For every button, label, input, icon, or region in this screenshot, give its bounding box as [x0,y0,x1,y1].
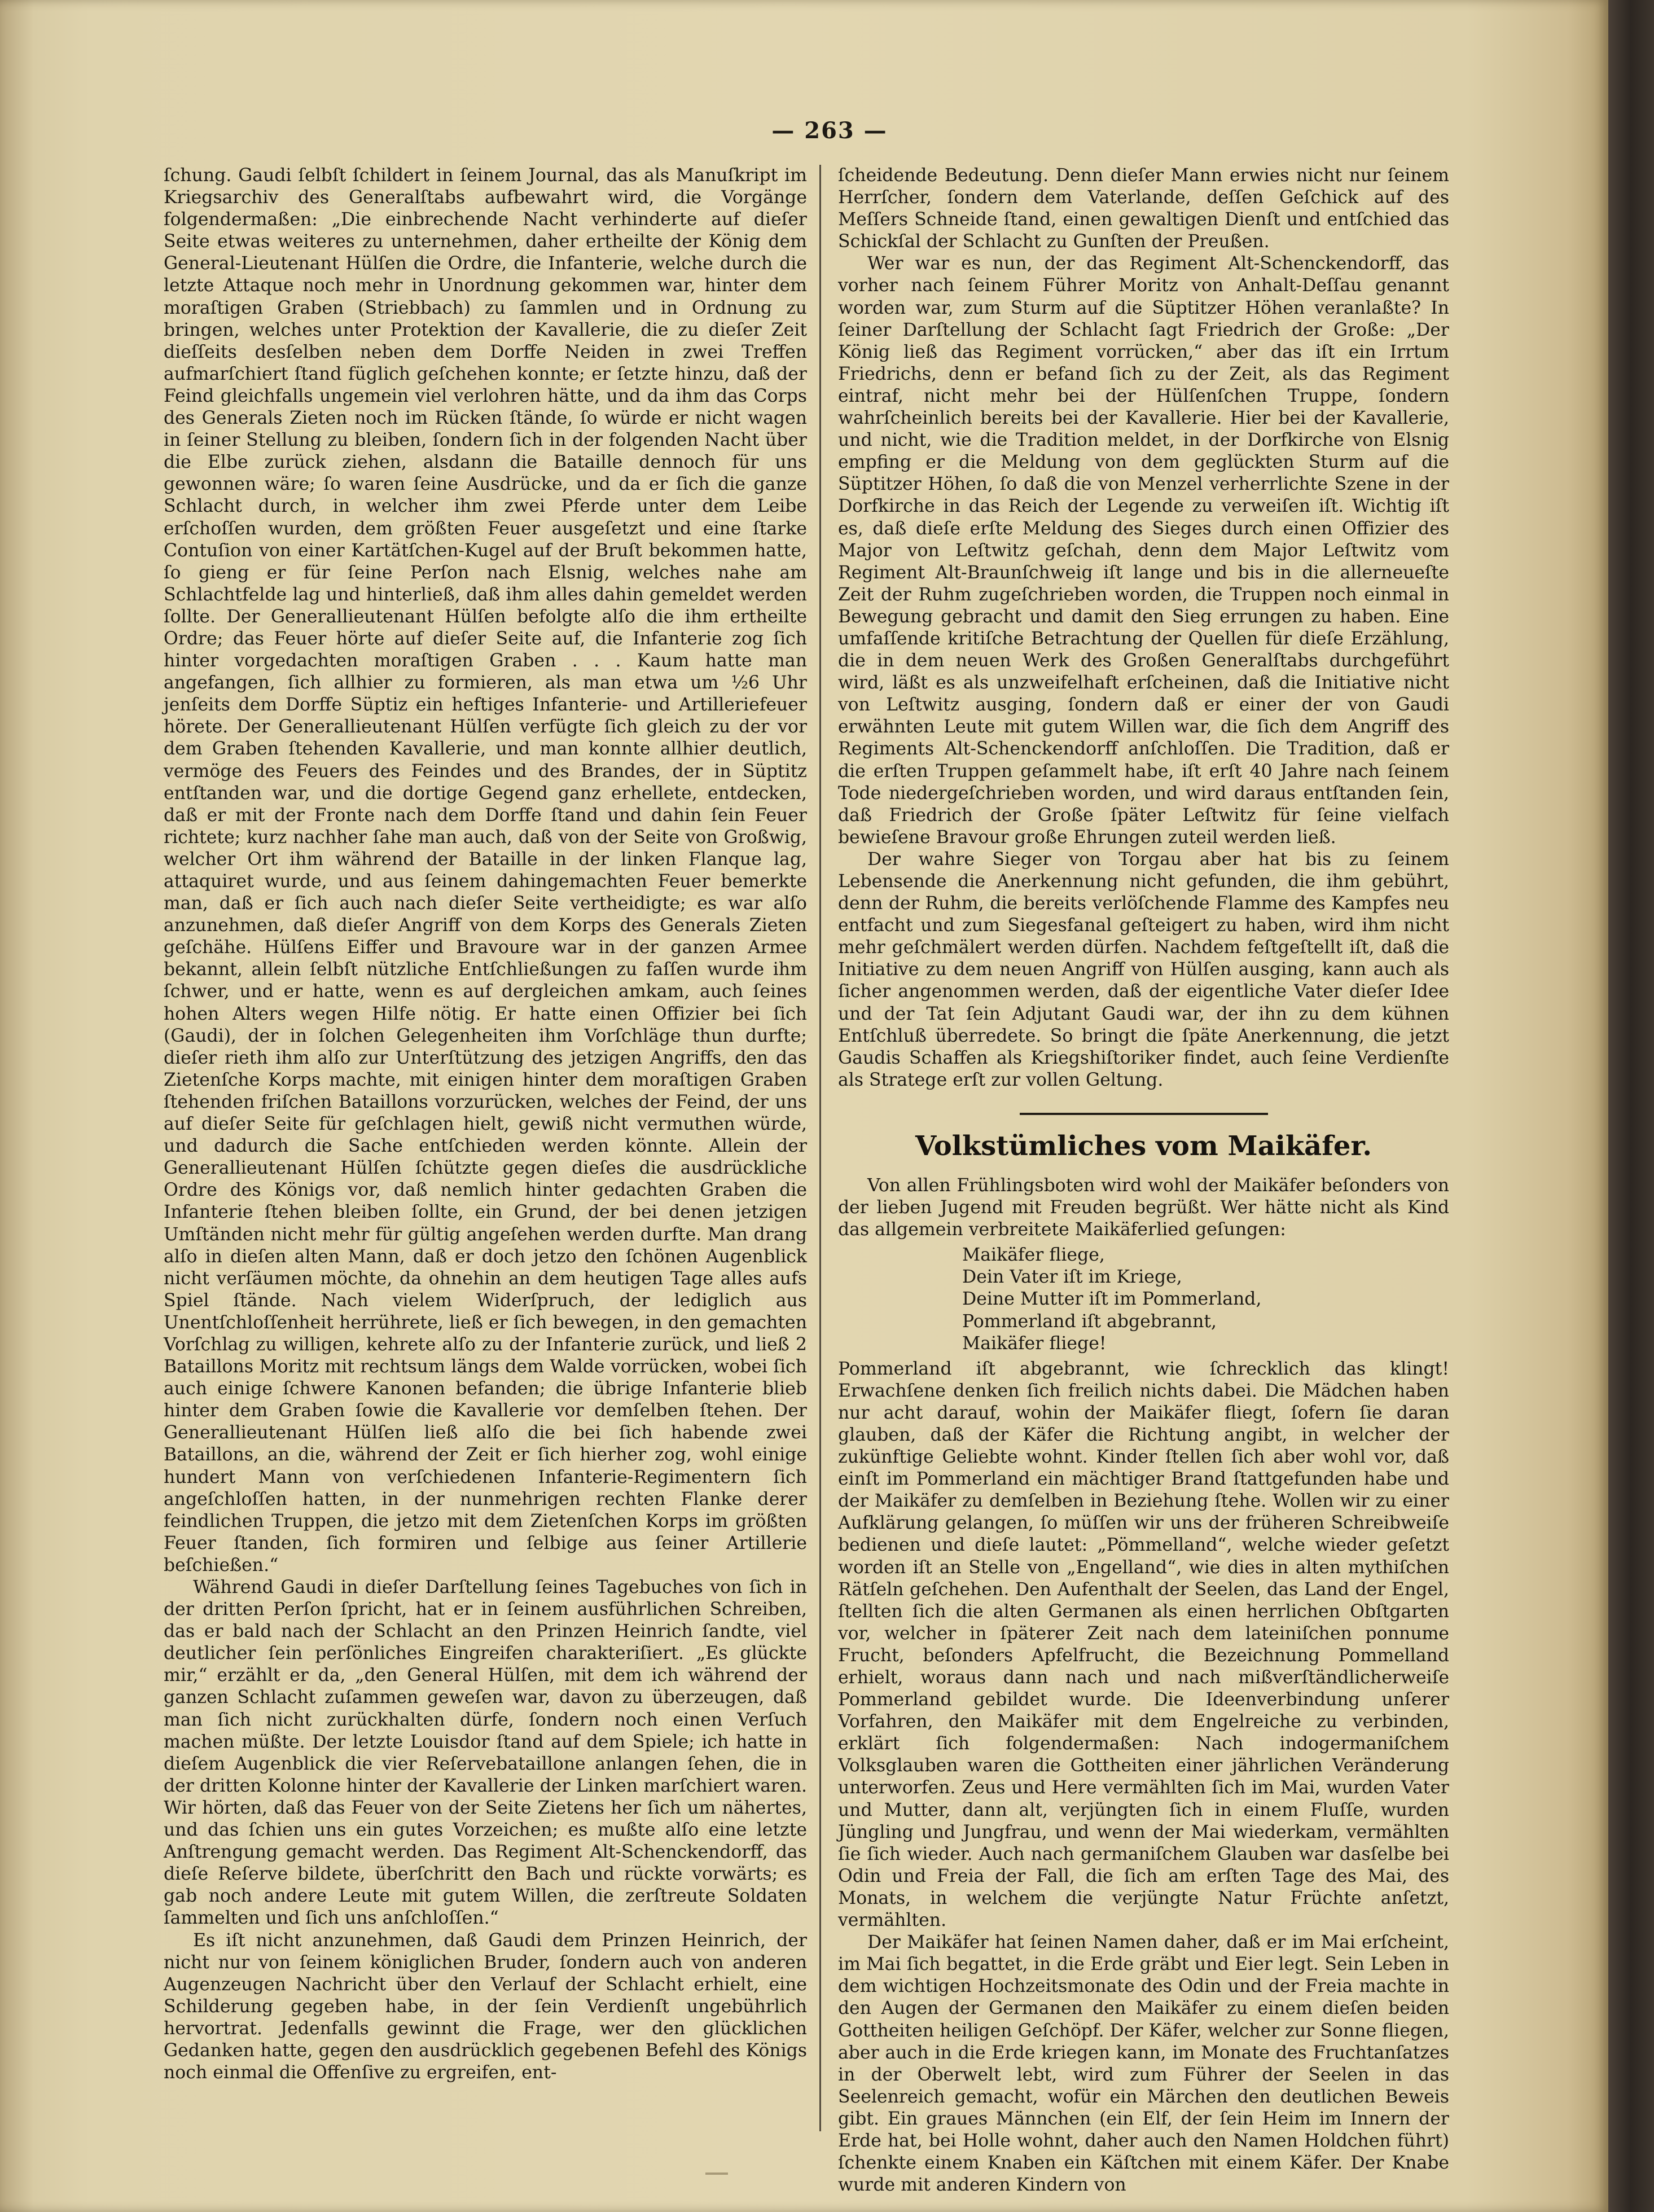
column-divider [819,165,821,2131]
poem-line: Deine Mutter iſt im Pommerland, [962,1289,1262,1310]
right-column [838,165,1449,2196]
maikaefer-poem [962,1244,1449,1354]
poem-line: Dein Vater iſt im Kriege, [962,1267,1182,1288]
section-title: Volkstümliches vom Maikäfer. [915,1130,1372,1162]
poem-line: Maikäfer fliege, [962,1245,1105,1266]
section-paragraph-1: Pommerland iſt abgebrannt, wie ſchrecklich das klingt! Erwachſene denken ſich freilich nichts dabei. Die Mädchen haben nur acht darauf, wohin der Maikäfer fliegt, ſofern ſie daran glauben, daß der Käfer die Richtung angibt, in welcher der zukünftige Geliebte wohnt. Kinder ſtellen ſich aber wohl vor, daß einſt im Pommerland ein mächtiger Brand ſtattgefunden habe und der Maikäfer zu demſelben in Beziehung ſtehe. Wollen wir zu einer Aufklärung gelangen, ſo müſſen wir uns der früheren Schreibweiſe bedienen und dieſe lautet: „Pömmelland“, welche wieder geſetzt worden iſt an Stelle von „Engelland“, wie dies in alten mythiſchen Rätſeln geſchehen. Den Aufenthalt der Seelen, das Land der Engel, ſtellten ſich die alten Germanen als einen herrlichen Obſtgarten vor, welcher in ſpäterer Zeit nach dem lateiniſchen ponnume Frucht, beſonders Apfelfrucht, die Bezeichnung Pommelland erhielt, woraus dann nach und nach mißverſtändlicherweiſe Pommerland gebildet wurde. Die Ideenverbindung unſerer Vorfahren, den Maikäfer mit dem Engelreiche zu verbinden, erklärt ſich folgendermaßen: Nach indogermaniſchem Volksglauben waren die Gottheiten einer jährlichen Veränderung unterworfen. Zeus und Here vermählten ſich im Mai, wurden Vater und Mutter, dann alt, verjüngten ſich in einem Fluſſe, wurden Jüngling und Jungfrau, und wenn der Mai wiederkam, vermählten ſie ſich wieder. Auch nach germaniſchem Glauben war dasſelbe bei Odin und Freia der Fall, die ſich am erſten Tage des Mai, des Monats, in welchem die verjüngte Natur Früchte anſetzt, vermählten. [838,1358,1449,1931]
right-paragraph-2: Wer war es nun, der das Regiment Alt-Schenckendorff, das vorher nach ſeinem Führer Moritz von Anhalt-Deſſau genannt worden war, zum Sturm auf die Süptitzer Höhen veranlaßte? In ſeiner Darſtellung der Schlacht ſagt Friedrich der Große: „Der König ließ das Regiment vorrücken,“ aber das iſt ein Irrtum Friedrichs, denn er befand ſich zu der Zeit, als das Regiment eintraf, nicht mehr bei der Hülſenſchen Truppe, ſondern wahrſcheinlich bereits bei der Kavallerie. Hier bei der Kavallerie, und nicht, wie die Tradition meldet, in der Dorfkirche von Elsnig empfing er die Meldung von dem geglückten Sturm auf die Süptitzer Höhen, ſo daß die von Menzel verherrlichte Szene in der Dorfkirche in das Reich der Legende zu verweiſen iſt. Wichtig iſt es, daß dieſe erſte Meldung des Sieges durch einen Offizier des Major von Leſtwitz geſchah, denn dem Major Leſtwitz vom Regiment Alt-Braunſchweig iſt lange und bis in die allerneueſte Zeit der Ruhm zugeſchrieben worden, die Truppen noch einmal in Bewegung gebracht und damit den Sieg errungen zu haben. Eine umfaſſende kritiſche Betrachtung der Quellen für dieſe Erzählung, die in dem neuen Werk des Großen Generalſtabs durchgeführt wird, läßt es als unzweifelhaft erſcheinen, daß die Initiative nicht von Leſtwitz ausging, ſondern daß er einer der von Gaudi erwähnten Leute mit gutem Willen war, die ſich dem Angriff des Regiments Alt-Schenckendorff anſchloſſen. Die Tradition, daß er die erſten Truppen geſammelt habe, iſt erſt 40 Jahre nach ſeinem Tode niedergeſchrieben worden, und wird daraus entſtanden ſein, daß Friedrich der Große ſpäter Leſtwitz für ſeine vielfach bewieſene Bravour große Ehrungen zuteil werden ließ. [838,253,1449,848]
footer-mark [705,2172,728,2175]
section-divider-rule [1020,1113,1268,1115]
poem-line: Pommerland iſt abgebrannt, [962,1311,1217,1332]
book-spine [1608,0,1654,2212]
page-number: — 263 — [771,117,888,144]
left-paragraph-1: ſchung. Gaudi ſelbſt ſchildert in ſeinem Journal, das als Manuſkript im Kriegsarchiv des Generalſtabs aufbewahrt wird, die Vorgänge folgendermaßen: „Die einbrechende Nacht verhinderte auf dieſer Seite etwas weiteres zu unternehmen, daher ertheilte der König dem General-Lieutenant Hülſen die Ordre, die Infanterie, welche durch die letzte Attaque noch mehr in Unordnung gekommen war, hinter dem moraſtigen Graben (Striebbach) zu ſammlen und in Ordnung zu bringen, welches unter Protektion der Kavallerie, die zu dieſer Zeit dieſſeits desſelben neben dem Dorffe Neiden in zwei Treffen aufmarſchiert ſtand füglich geſchehen konnte; er ſetzte hinzu, daß der Feind gleichfalls ungemein viel verlohren hätte, und da ihm das Corps des Generals Zieten noch im Rücken ſtände, ſo würde er nicht wagen in ſeiner Stellung zu bleiben, ſondern ſich in der folgenden Nacht über die Elbe zurück ziehen, alsdann die Bataille dennoch für uns gewonnen wäre; ſo waren ſeine Ausdrücke, und da er ſich die ganze Schlacht durch, in welcher ihm zwei Pferde unter dem Leibe erſchoſſen wurden, dem größten Feuer ausgeſetzt und eine ſtarke Contuſion von einer Kartätſchen-Kugel auf der Bruſt bekommen hatte, ſo gieng er für ſeine Perſon nach Elsnig, welches nahe am Schlachtfelde lag und hinterließ, daß ihm alles dahin gemeldet werden ſollte. Der Generallieutenant Hülſen befolgte alſo die ihm ertheilte Ordre; das Feuer hörte auf dieſer Seite auf, die Infanterie zog ſich hinter vorgedachten moraſtigen Graben . . . Kaum hatte man angefangen, ſich allhier zu formieren, als man etwa um ½6 Uhr jenſeits dem Dorffe Süptiz ein heftiges Infanterie- und Artilleriefeuer hörete. Der Generallieutenant Hülſen verfügte ſich gleich zu der vor dem Graben ſtehenden Kavallerie, und man konnte allhier deutlich, vermöge des Feuers des Feindes und des Brandes, der in Süptitz entſtanden war, und die dortige Gegend ganz erhellete, entdecken, daß er mit der Fronte nach dem Dorffe ſtand und dahin ſein Feuer richtete; kurz nachher ſahe man auch, daß von der Seite von Großwig, welcher Ort ihm während der Bataille in der linken Flanque lag, attaquiret wurde, und aus ſeinem dahingemachten Feuer bemerkte man, daß er ſich auch nach dieſer Seite vertheidigte; es war alſo anzunehmen, daß dieſer Angriff von dem Korps des Generals Zieten geſchähe. Hülſens Eiffer und Bravoure war in der ganzen Armee bekannt, allein ſelbſt nützliche Entſchließungen zu faſſen wurde ihm ſchwer, und er hatte, wenn es auf dergleichen amkam, auch ſeines hohen Alters wegen Hilfe nötig. Er hatte einen Offizier bei ſich (Gaudi), der in ſolchen Gelegenheiten ihm Vorſchläge thun durfte; dieſer rieth ihm alſo zur Unterſtützung des jetzigen Angriffs, den das Zietenſche Korps machte, mit einigen hinter dem moraſtigen Graben ſtehenden friſchen Bataillons vorzurücken, welches der Feind, der uns auf dieſer Seite für geſchlagen hielt, gewiß nicht vermuthen würde, und dadurch die Sache entſchieden werden könnte. Allein der Generallieutenant Hülſen ſchützte gegen dieſes die ausdrückliche Ordre des Königs vor, daß nemlich hinter gedachten Graben die Infanterie ſtehen bleiben ſollte, ein Grund, der bei denen jetzigen Umſtänden nicht mehr für gültig angeſehen werden durfte. Man drang alſo in dieſen alten Mann, daß er doch jetzo den ſchönen Augenblick nicht verſäumen möchte, da ohnehin an dem heutigen Tage alles aufs Spiel ſtände. Nach vielem Widerſpruch, der lediglich aus Unentſchloſſenheit herrührete, ließ er ſich bewegen, in den gemachten Vorſchlag zu willigen, kehrete alſo zu der Infanterie zurück, und ließ 2 Bataillons Moritz mit rechtsum längs dem Walde vorrücken, wobei ſich auch einige ſchwere Kanonen befanden; die übrige Infanterie blieb hinter dem Graben ſowie die Kavallerie vor demſelben ſtehen. Der Generallieutenant Hülſen ließ alſo die bei ſich habende zwei Bataillons, an die, während der Zeit er ſich hierher zog, wohl einige hundert Mann von verſchiedenen Infanterie-Regimentern ſich angeſchloſſen hatten, in der nunmehrigen rechten Flanke derer feindlichen Truppen, die jetzo mit dem Zietenſchen Korps im größten Feuer ſtanden, ſich formiren und ſelbige aus ſeiner Artillerie beſchießen.“ [164,165,807,1575]
poem-line: Maikäfer fliege! [962,1333,1107,1354]
left-paragraph-2: Während Gaudi in dieſer Darſtellung ſeines Tagebuches von ſich in der dritten Perſon ſpricht, hat er in ſeinem ausführlichen Schreiben, das er bald nach der Schlacht an den Prinzen Heinrich ſandte, viel deutlicher ſein perſönliches Eingreifen charakteriſiert. „Es glückte mir,“ erzählt er da, „den General Hülſen, mit dem ich während der ganzen Schlacht zuſammen geweſen war, davon zu überzeugen, daß man ſich nicht zurückhalten dürfe, ſondern noch einen Verſuch machen müßte. Der letzte Louisdor ſtand auf dem Spiele; ich hatte in dieſem Augenblick die vier Reſervebataillone anlangen ſehen, die in der dritten Kolonne hinter der Kavallerie der Linken marſchiert waren. Wir hörten, daß das Feuer von der Seite Zietens her ſich um nähertes, und das ſchien uns ein gutes Vorzeichen; es mußte alſo eine letzte Anſtrengung gemacht werden. Das Regiment Alt-Schenckendorff, das dieſe Reſerve bildete, überſchritt den Bach und rückte vorwärts; es gab noch andere Leute mit gutem Willen, die zerſtreute Soldaten ſammelten und ſich uns anſchloſſen.“ [164,1577,807,1929]
right-paragraph-1: ſcheidende Bedeutung. Denn dieſer Mann erwies nicht nur ſeinem Herrſcher, ſondern dem Vaterlande, deſſen Geſchick auf des Meſſers Schneide ſtand, einen gewaltigen Dienſt und entſchied das Schickſal der Schlacht zu Gunſten der Preußen. [838,165,1449,252]
section-paragraph-2: Der Maikäfer hat ſeinen Namen daher, daß er im Mai erſcheint, im Mai ſich begattet, in die Erde gräbt und Eier legt. Sein Leben in dem wichtigen Hochzeitsmonate des Odin und der Freia machte in den Augen der Germanen den Maikäfer zu einem dieſen beiden Gottheiten heiligen Geſchöpf. Der Käfer, welcher zur Sonne fliegen, aber auch in die Erde kriegen kann, im Monate des Fruchtanſatzes in der Oberwelt lebt, wird zum Führer der Seelen in das Seelenreich gemacht, wofür ein Märchen den deutlichen Beweis gibt. Ein graues Männchen (ein Elf, der ſein Heim im Innern der Erde hat, bei Holle wohnt, daher auch den Namen Holdchen führt) ſchenkte einem Knaben ein Käſtchen mit einem Käfer. Der Knabe wurde mit anderen Kindern von [838,1932,1449,2196]
left-paragraph-3: Es iſt nicht anzunehmen, daß Gaudi dem Prinzen Heinrich, der nicht nur von ſeinem königlichen Bruder, ſondern auch von anderen Augenzeugen Nachricht über den Verlauf der Schlacht erhielt, eine Schilderung gegeben habe, in der ſein Verdienſt ungebührlich hervortrat. Jedenfalls gewinnt die Frage, wer den glücklichen Gedanken hatte, gegen den ausdrücklich gegebenen Befehl des Königs noch einmal die Offenſive zu ergreifen, ent- [164,1930,807,2083]
section-intro: Von allen Frühlingsboten wird wohl der Maikäfer beſonders von der lieben Jugend mit Freuden begrüßt. Wer hätte nicht als Kind das allgemein verbreitete Maikäferlied geſungen: [838,1175,1449,1240]
right-paragraph-3: Der wahre Sieger von Torgau aber hat bis zu ſeinem Lebensende die Anerkennung nicht gefunden, die ihm gebührt, denn der Ruhm, die bereits verlöſchende Flamme des Kampfes neu entfacht und zum Siegesfanal geſteigert zu haben, wird ihm nicht mehr geſchmälert werden dürfen. Nachdem feſtgeſtellt iſt, daß die Initiative zu dem neuen Angriff von Hülſen ausging, kann auch als ſicher angenommen werden, daß der eigentliche Vater dieſer Idee und der Tat ſein Adjutant Gaudi war, der ihn zu dem kühnen Entſchluß überredete. So bringt die ſpäte Anerkennung, die jetzt Gaudis Schaffen als Kriegshiſtoriker findet, auch ſeine Verdienſte als Stratege erſt zur vollen Geltung. [838,849,1449,1090]
left-column [164,165,807,2084]
